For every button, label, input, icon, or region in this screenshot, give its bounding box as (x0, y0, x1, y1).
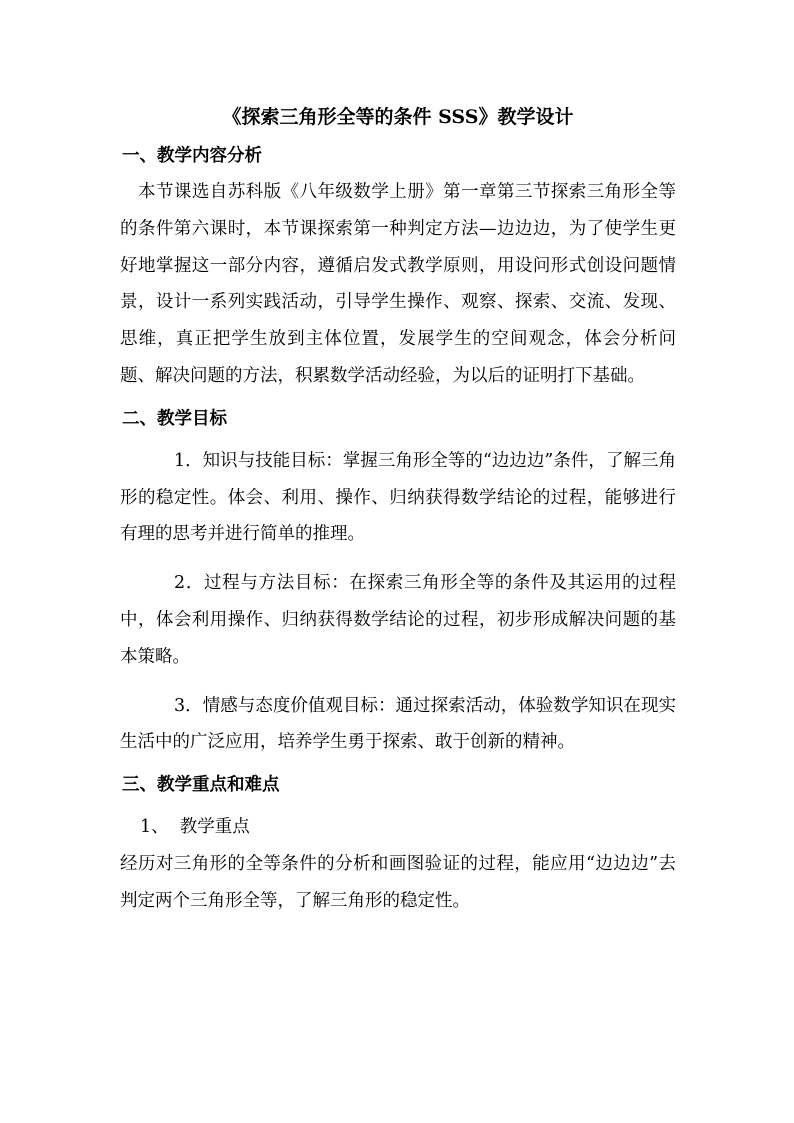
subheading-teaching-focus: 1、 教学重点 (140, 817, 250, 838)
document-body (120, 100, 676, 920)
section-heading-key-difficult-points: 三、教学重点和难点 (122, 775, 280, 796)
section-heading-content-analysis: 一、教学内容分析 (122, 146, 262, 166)
teaching-focus-paragraph: 经历对三角形的全等条件的分析和画图验证的过程，能应用“边边边”去判定两个三角形全等，了解三角形的稳定性。 (120, 853, 676, 911)
content-analysis-paragraph: 本节课选自苏科版《八年级数学上册》第一章第三节探索三角形全等的条件第六课时，本节课探索第一种判定方法—边边边，为了使学生更好地掌握这一部分内容，遵循启发式教学原则，用设问形式创设问题情景，设计一系列实践活动，引导学生操作、观察、探索、交流、发现、思维，真正把学生放到主体位置，发展学生的空间观念，体会分析问题、解决问题的方法，积累数学活动经验，为以后的证明打下基础。 (120, 182, 676, 386)
goal-knowledge-skills: 1．知识与技能目标：掌握三角形全等的“边边边”条件，了解三角形的稳定性。体会、利用、操作、归纳获得数学结论的过程，能够进行有理的思考并进行简单的推理。 (120, 450, 676, 545)
document-title: 《探索三角形全等的条件 SSS》教学设计 (222, 106, 574, 128)
goal-emotion-attitude: 3．情感与态度价值观目标：通过探索活动，体验数学知识在现实生活中的广泛应用，培养学生勇于探索、敢于创新的精神。 (120, 695, 676, 753)
goal-process-method: 2．过程与方法目标：在探索三角形全等的条件及其运用的过程中，体会利用操作、归纳获得数学结论的过程，初步形成解决问题的基本策略。 (120, 573, 676, 667)
section-heading-teaching-goals: 二、教学目标 (122, 408, 227, 429)
